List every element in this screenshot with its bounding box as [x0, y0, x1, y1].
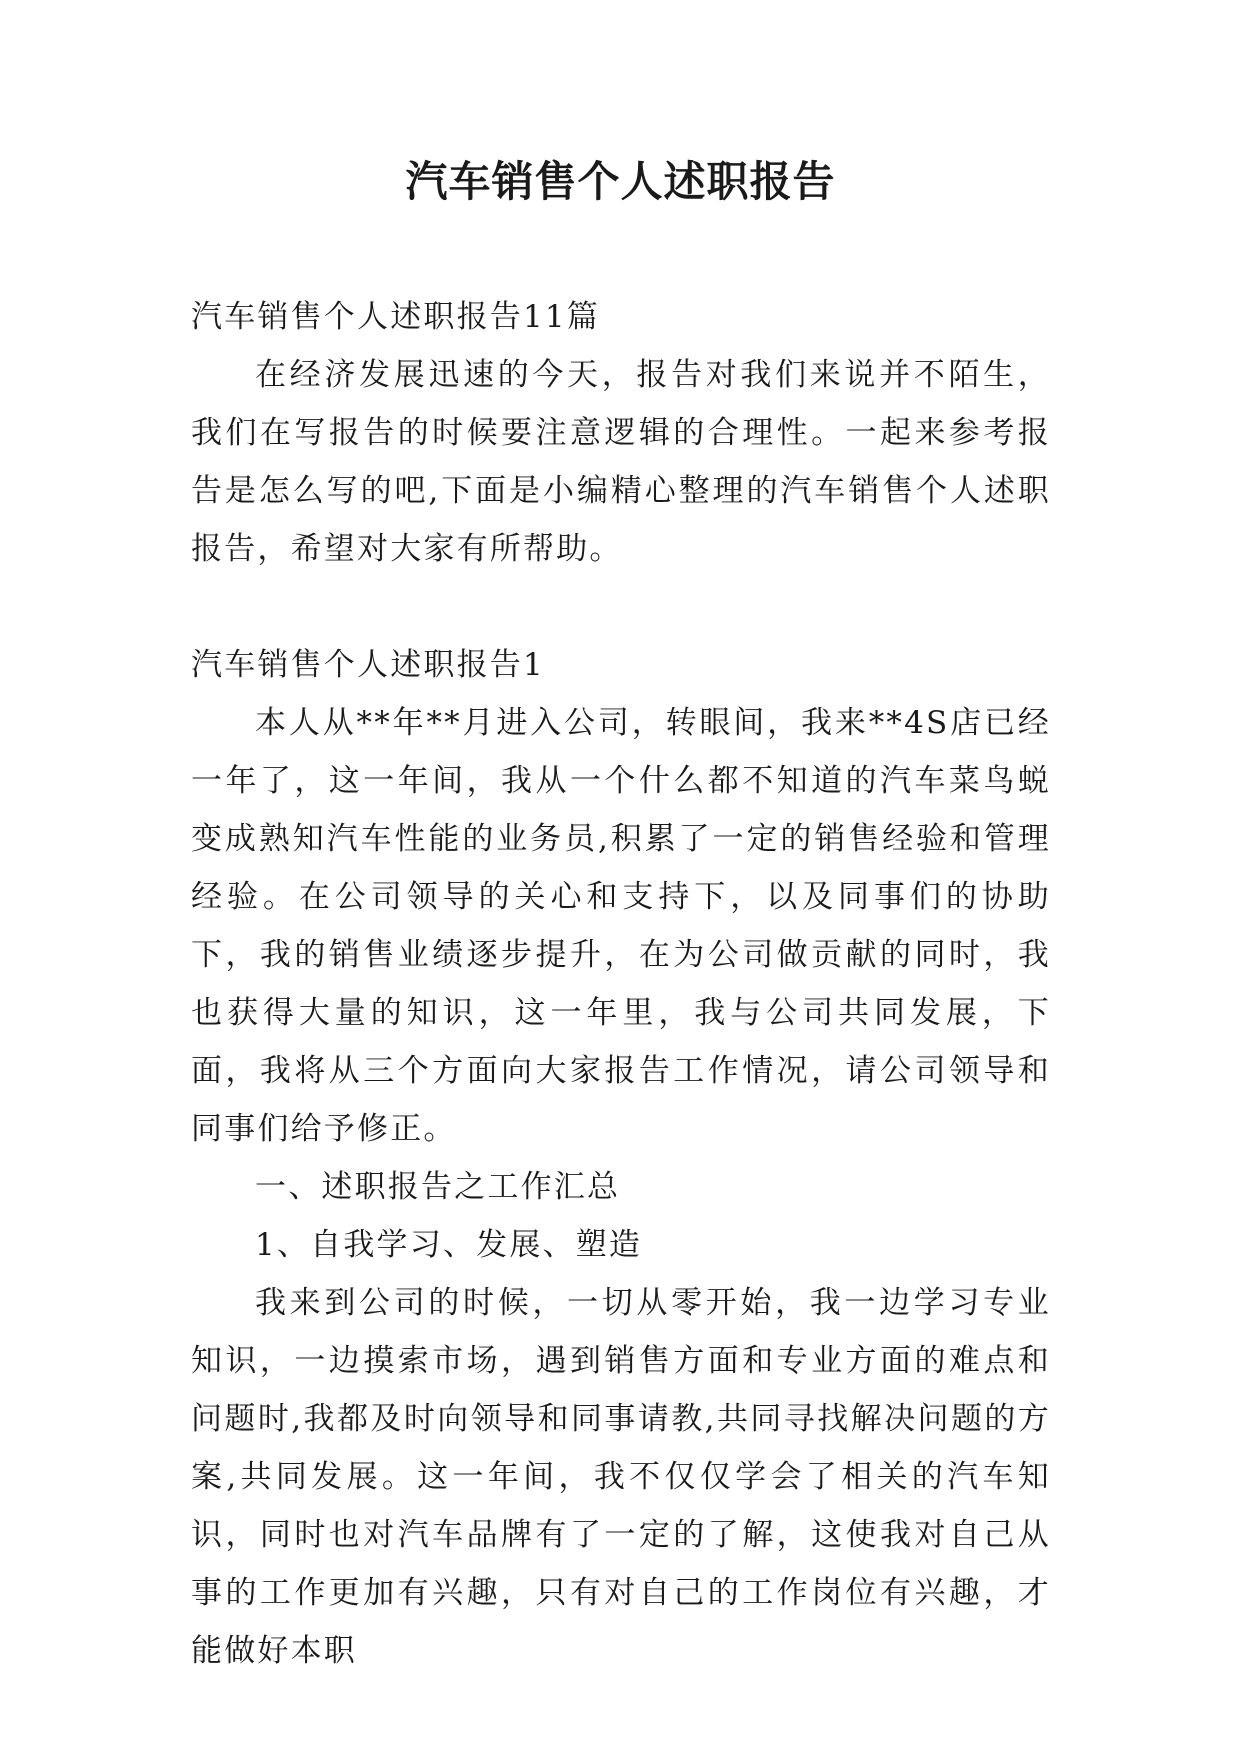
- body-paragraph: 我来到公司的时候，一切从零开始，我一边学习专业知识，一边摸索市场，遇到销售方面和专业方面的难点和问题时,我都及时向领导和同事请教,共同寻找解决问题的方案,共同发展。这一年间，我不仅仅学会了相关的汽车知识，同时也对汽车品牌有了一定的了解，这使我对自己从事的工作更加有兴趣，只有对自己的工作岗位有兴趣，才能做好本职: [191, 1285, 1051, 1669]
- subsection-heading: 一、述职报告之工作汇总: [255, 1169, 621, 1205]
- body-paragraph: 本人从**年**月进入公司，转眼间，我来**4S店已经一年了，这一年间，我从一个什么都不知道的汽车菜鸟蜕变成熟知汽车性能的业务员,积累了一定的销售经验和管理经验。在公司领导的关心和支持下，以及同事们的协助下，我的销售业绩逐步提升，在为公司做贡献的同时，我也获得大量的知识，这一年里，我与公司共同发展，下面，我将从三个方面向大家报告工作情况，请公司领导和同事们给予修正。: [191, 705, 1051, 1147]
- document-subtitle: 汽车销售个人述职报告11篇: [191, 299, 601, 335]
- subsection-heading: 1、自我学习、发展、塑造: [255, 1227, 643, 1263]
- document-title: 汽车销售个人述职报告: [405, 157, 836, 206]
- document-body: [191, 288, 1051, 1680]
- intro-paragraph: 在经济发展迅速的今天，报告对我们来说并不陌生，我们在写报告的时候要注意逻辑的合理性。一起来参考报告是怎么写的吧,下面是小编精心整理的汽车销售个人述职报告，希望对大家有所帮助。: [191, 357, 1051, 567]
- section-heading: 汽车销售个人述职报告1: [191, 647, 545, 683]
